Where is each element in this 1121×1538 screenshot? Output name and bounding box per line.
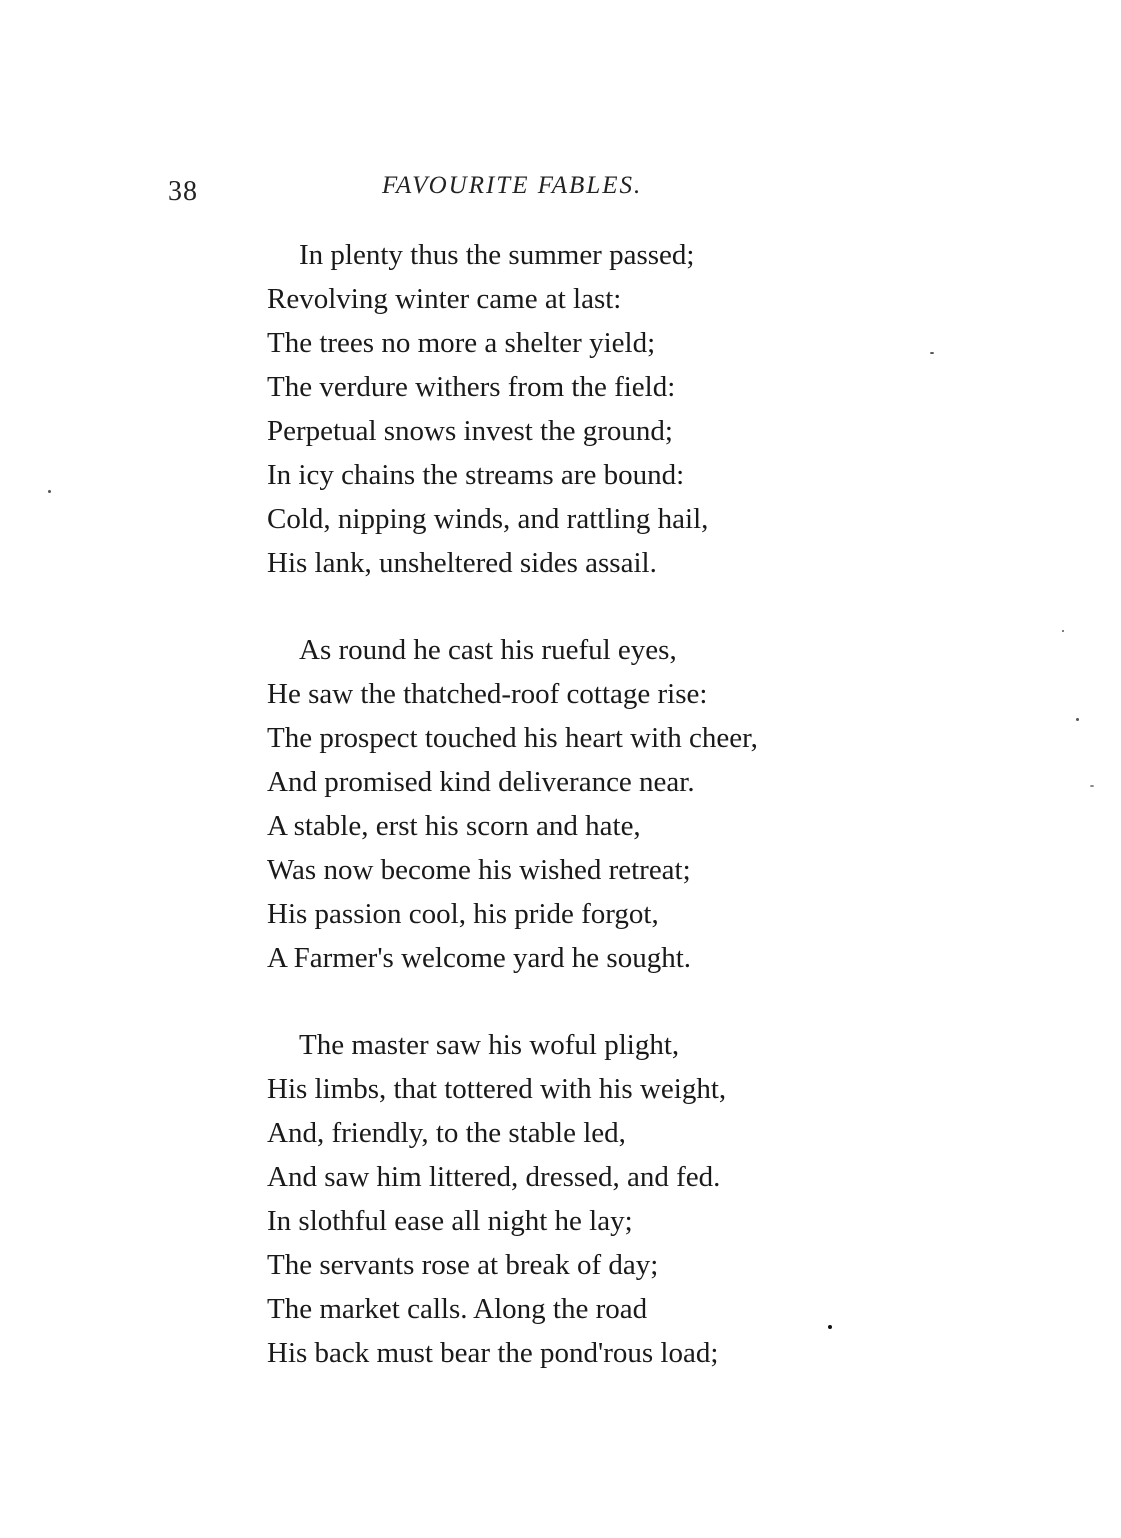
verse-line: Was now become his wished retreat; — [267, 854, 691, 886]
verse-line: His back must bear the pond'rous load; — [267, 1337, 719, 1369]
scan-speck — [48, 490, 51, 493]
verse-line: And promised kind deliverance near. — [267, 766, 695, 798]
stanza-3 — [267, 1023, 726, 1375]
verse-line: His lank, unsheltered sides assail. — [267, 547, 657, 579]
scan-speck — [828, 1325, 832, 1329]
scan-speck — [1076, 718, 1079, 721]
verse-line: Cold, nipping winds, and rattling hail, — [267, 503, 709, 535]
scan-speck — [930, 352, 934, 354]
verse-line: Revolving winter came at last: — [267, 283, 622, 315]
verse-line: His limbs, that tottered with his weight, — [267, 1073, 727, 1105]
verse-line: The prospect touched his heart with cheer, — [267, 722, 758, 754]
scan-speck — [1062, 630, 1064, 632]
verse-line: In icy chains the streams are bound: — [267, 459, 685, 491]
verse-line: A Farmer's welcome yard he sought. — [267, 942, 692, 974]
verse-line: A stable, erst his scorn and hate, — [267, 810, 641, 842]
verse-line: In slothful ease all night he lay; — [267, 1205, 633, 1237]
verse-line: His passion cool, his pride forgot, — [267, 898, 659, 930]
verse-line: The market calls. Along the road — [267, 1293, 648, 1325]
verse-line: The master saw his woful plight, — [299, 1029, 680, 1061]
scan-speck — [1090, 785, 1094, 787]
verse-line: The trees no more a shelter yield; — [267, 327, 656, 359]
verse-line: In plenty thus the summer passed; — [299, 239, 695, 271]
verse-line: The verdure withers from the field: — [267, 371, 676, 403]
verse-line: The servants rose at break of day; — [267, 1249, 659, 1281]
stanza-2 — [267, 628, 758, 980]
page-number: 38 — [168, 176, 198, 207]
verse-line: And, friendly, to the stable led, — [267, 1117, 626, 1149]
verse-line: As round he cast his rueful eyes, — [299, 634, 677, 666]
running-head: FAVOURITE FABLES. — [382, 172, 643, 199]
stanza-1 — [267, 233, 708, 585]
verse-line: He saw the thatched-roof cottage rise: — [267, 678, 708, 710]
verse-line: Perpetual snows invest the ground; — [267, 415, 673, 447]
verse-line: And saw him littered, dressed, and fed. — [267, 1161, 721, 1193]
